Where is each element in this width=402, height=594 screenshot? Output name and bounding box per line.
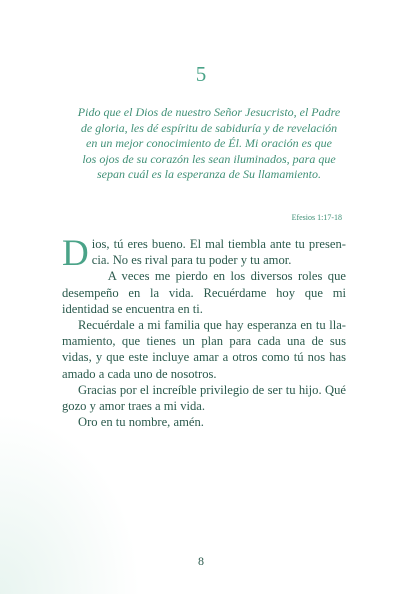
- prayer-paragraph-text: ios, tú eres bueno. El mal tiembla ante tu presencia. No es rival para tu poder y tu amor.: [91, 237, 346, 268]
- prayer-paragraph: Recuérdale a mi familia que hay esperanza en tu llamamiento, que tienes un plan para cada una de sus vidas, y que este incluye amar a otros como tú nos has amado a cada uno de nosotros.: [62, 318, 346, 381]
- prayer-paragraph: Oro en tu nombre, amén.: [78, 415, 204, 430]
- scripture-verse: [68, 105, 350, 183]
- prayer-paragraph: [62, 233, 346, 274]
- verse-reference: Efesios 1:17-18: [291, 213, 342, 222]
- prayer-paragraph: A veces me pierdo en los diversos roles que desempeño en la vida. Recuérdame hoy que mi identidad se encuentra en ti.: [62, 269, 346, 316]
- verse-line: en un mejor conocimiento de Él. Mi oración es que: [86, 136, 332, 151]
- chapter-number: 5: [195, 62, 207, 86]
- page-number: 8: [198, 554, 204, 568]
- verse-line: sepan cuál es la esperanza de Su llamamiento.: [97, 167, 321, 182]
- verse-line: los ojos de su corazón les sean iluminados, para que: [82, 151, 336, 166]
- prayer-text: [62, 233, 346, 430]
- verse-line: de gloria, les dé espíritu de sabiduría y de revelación: [80, 120, 338, 135]
- verse-line: Pido que el Dios de nuestro Señor Jesucristo, el Padre: [77, 105, 341, 119]
- prayer-paragraph: Gracias por el increíble privilegio de ser tu hijo. Qué gozo y amor traes a mi vida.: [62, 382, 346, 414]
- drop-cap: D: [62, 233, 89, 274]
